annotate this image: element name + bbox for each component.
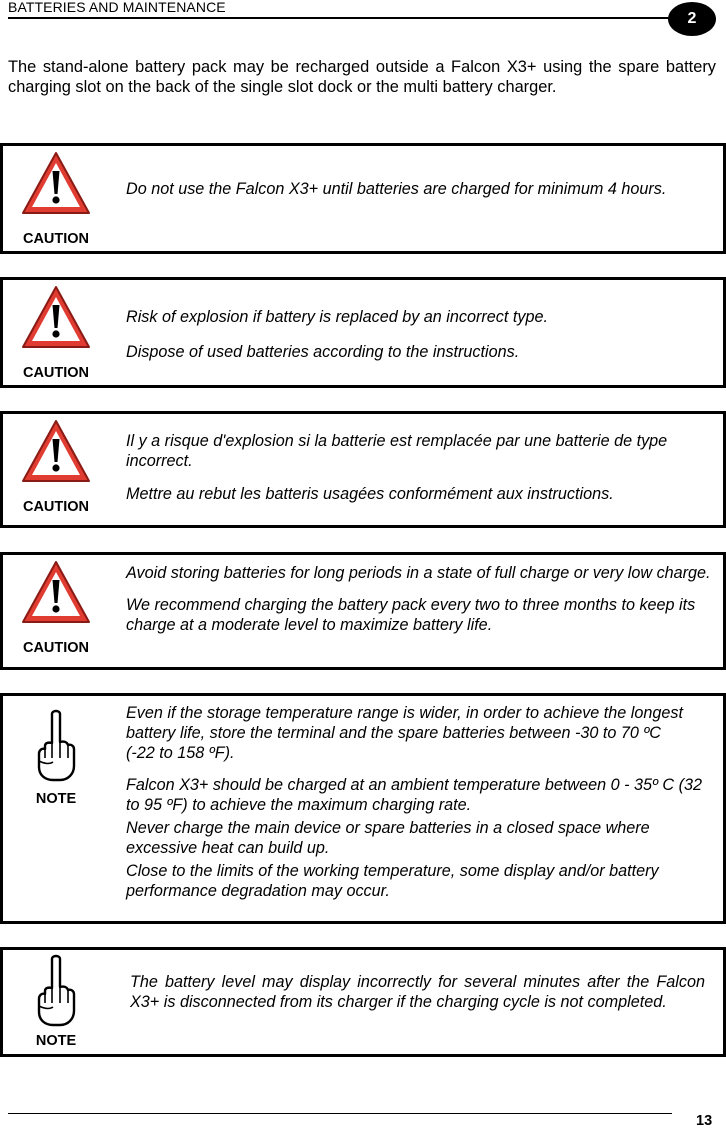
caution-label: CAUTION (22, 365, 90, 381)
caution-icon-column (3, 280, 109, 385)
notice-paragraph: Do not use the Falcon X3+ until batteries are charged for minimum 4 hours. (126, 180, 667, 198)
header-rule (8, 17, 676, 19)
footer-rule (8, 1113, 672, 1114)
warning-triangle-icon (3, 283, 109, 358)
note-label: NOTE (35, 791, 77, 807)
notice-text (126, 563, 711, 635)
note-box-1 (0, 693, 726, 924)
notice-paragraph: Mettre au rebut les batteris usagées conformément aux instructions. (126, 485, 614, 503)
pointing-hand-icon (3, 708, 109, 791)
notice-paragraph: We recommend charging the battery pack every two to three months to keep its charge at a moderate level to maximize battery life. (126, 596, 696, 634)
pointing-hand-icon (3, 953, 109, 1036)
caution-label: CAUTION (22, 499, 90, 515)
caution-box-3 (0, 411, 726, 528)
caution-icon-column (3, 414, 109, 525)
caution-label: CAUTION (22, 231, 90, 247)
note-box-2 (0, 947, 726, 1057)
notice-text (126, 703, 702, 901)
notice-paragraph: The battery level may display incorrectly for several minutes after the Falcon X3+ is disconnected from its charger if the charging cycle is not completed. (130, 973, 705, 1011)
caution-box-2 (0, 277, 726, 388)
page-number: 13 (696, 1113, 713, 1129)
warning-triangle-icon (3, 149, 109, 224)
note-icon-column (3, 696, 109, 921)
note-label: NOTE (35, 1033, 77, 1049)
notice-text (126, 431, 691, 504)
notice-paragraph: Il y a risque d'explosion si la batterie est remplacée par une batterie de type incorrect. (126, 432, 668, 470)
caution-label: CAUTION (22, 640, 90, 656)
caution-icon-column (3, 146, 109, 251)
notice-paragraph: Dispose of used batteries according to the instructions. (126, 343, 520, 361)
notice-paragraph: Avoid storing batteries for long periods in a state of full charge or very low charge. (126, 564, 711, 582)
intro-paragraph: The stand-alone battery pack may be recharged outside a Falcon X3+ using the spare battery charging slot on the back of the single slot dock or the multi battery charger. (8, 58, 716, 96)
notice-text (126, 179, 711, 199)
notice-paragraph: Risk of explosion if battery is replaced by an incorrect type. (126, 308, 548, 326)
warning-triangle-icon (3, 558, 109, 633)
chapter-badge: 2 (668, 2, 716, 36)
note-icon-column (3, 950, 109, 1054)
caution-icon-column (3, 555, 109, 667)
warning-triangle-icon (3, 417, 109, 492)
section-title: BATTERIES AND MAINTENANCE (8, 0, 226, 15)
notice-paragraph: Close to the limits of the working temperature, some display and/or battery performance degradation may occur. (126, 862, 659, 900)
notice-paragraph: Even if the storage temperature range is wider, in order to achieve the longest battery life, store the terminal and the spare batteries between -30 to 70 ºC (-22 to 158 ºF). (126, 704, 683, 762)
caution-box-4 (0, 552, 726, 670)
notice-paragraph: Never charge the main device or spare batteries in a closed space where excessive heat can build up. (126, 819, 650, 857)
notice-text (130, 972, 705, 1012)
notice-paragraph: Falcon X3+ should be charged at an ambient temperature between 0 - 35º C (32 to 95 ºF) to achieve the maximum charging rate. (126, 776, 702, 814)
notice-text (126, 307, 711, 362)
caution-box-1 (0, 143, 726, 254)
